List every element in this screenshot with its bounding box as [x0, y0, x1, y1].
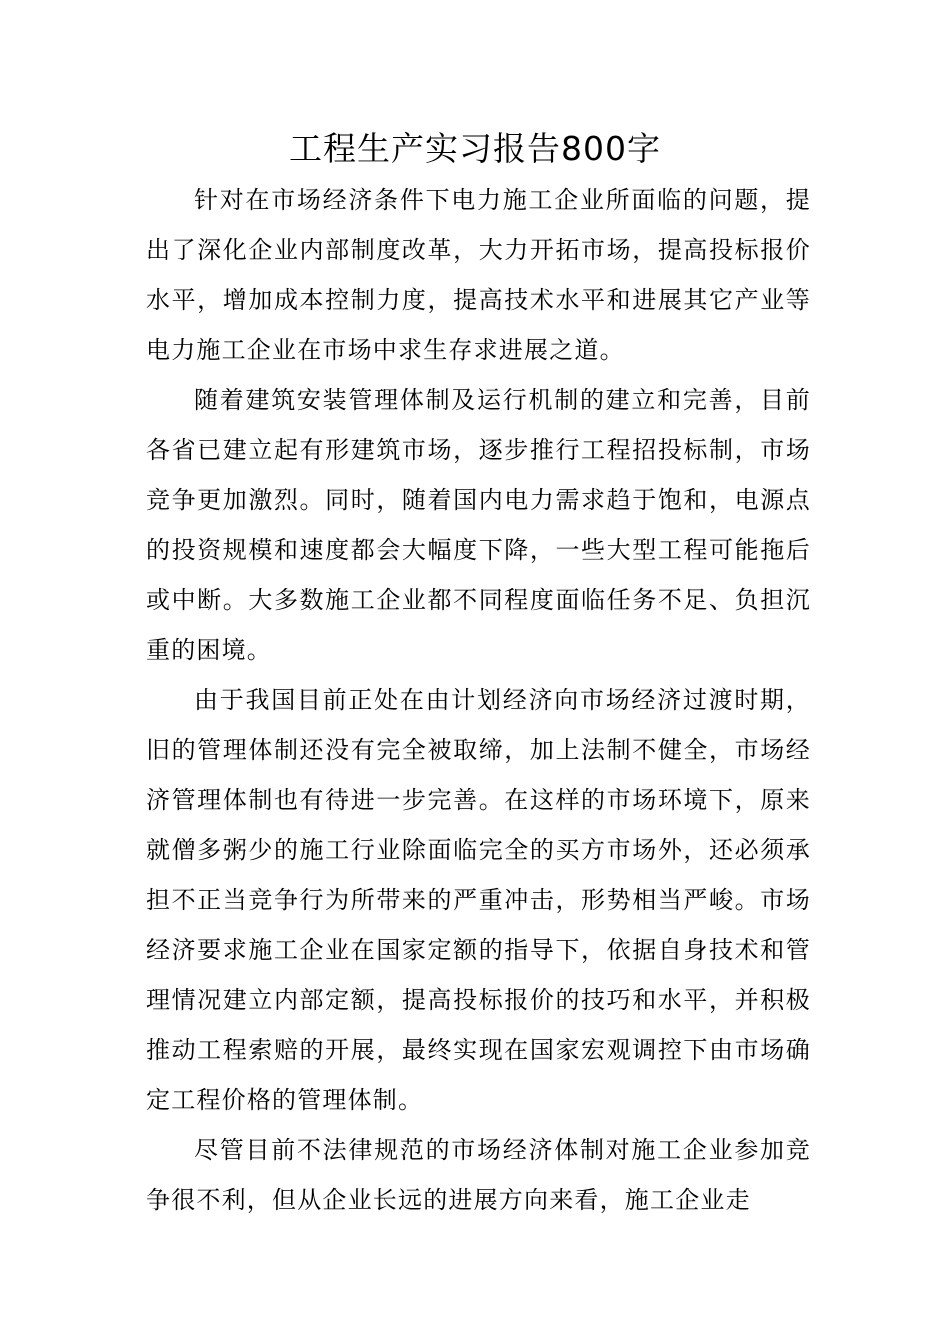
paragraph-3: 由于我国目前正处在由计划经济向市场经济过渡时期，旧的管理体制还没有完全被取缔，加上法制不健全，市场经济管理体制也有待进一步完善。在这样的市场环境下，原来就僧多粥少的施工行业除面临完全的买方市场外，还必须承担不正当竞争行为所带来的严重冲击，形势相当严峻。市场经济要求施工企业在国家定额的指导下，依据自身技术和管理情况建立内部定额，提高投标报价的技巧和水平，并积极推动工程索赔的开展，最终实现在国家宏观调控下由市场确定工程价格的管理体制。: [146, 686, 811, 1114]
paragraph-4: 尽管目前不法律规范的市场经济体制对施工企业参加竞争很不利，但从企业长远的进展方向来看，施工企业走: [146, 1136, 811, 1214]
paragraph-1: 针对在市场经济条件下电力施工企业所面临的问题，提出了深化企业内部制度改革，大力开拓市场，提高投标报价水平，增加成本控制力度，提高技术水平和进展其它产业等电力施工企业在市场中求生存求进展之道。: [146, 186, 811, 364]
document-title: 工程生产实习报告800字: [289, 129, 661, 168]
paragraph-2: 随着建筑安装管理体制及运行机制的建立和完善，目前各省已建立起有形建筑市场，逐步推行工程招投标制，市场竞争更加激烈。同时，随着国内电力需求趋于饱和，电源点的投资规模和速度都会大幅度下降，一些大型工程可能拖后或中断。大多数施工企业都不同程度面临任务不足、负担沉重的困境。: [146, 386, 811, 664]
document-body: [146, 175, 811, 1225]
